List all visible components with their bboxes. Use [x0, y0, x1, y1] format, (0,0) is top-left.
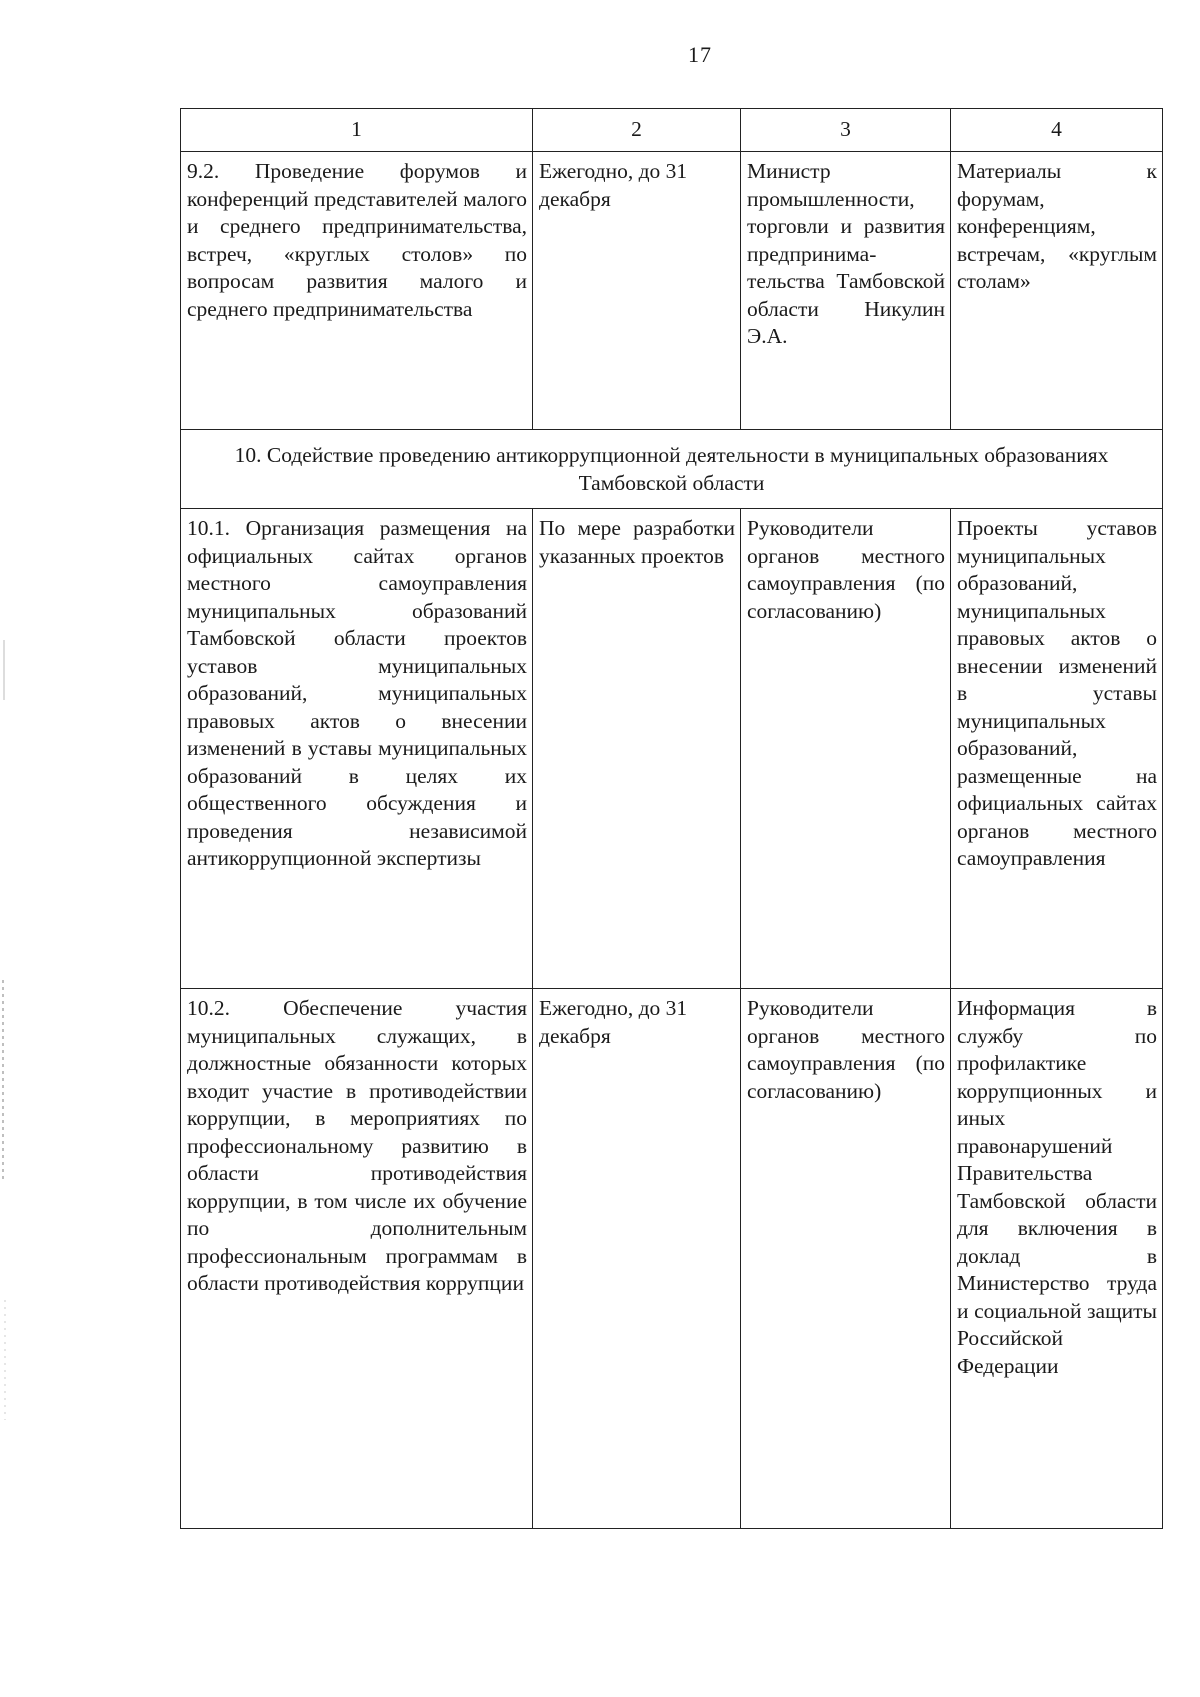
column-header-3: 3 — [741, 109, 951, 152]
result-cell: Материалы к форумам, конференциям, встречам, «круглым столам» — [951, 152, 1163, 430]
column-header-1: 1 — [181, 109, 533, 152]
result-cell: Информация в службу по профилактике коррупционных и иных правонарушений Правительства Тамбовской области для включения в доклад в Министерство труда и социальной защиты Российской Федерации — [951, 989, 1163, 1529]
plan-table — [180, 108, 1163, 1529]
responsible-cell: Министр промышленности, торговли и развития предпринима-тельства Тамбовской области Никулин Э.А. — [741, 152, 951, 430]
scan-edge-marks — [0, 0, 8, 1697]
responsible-cell: Руководители органов местного самоуправления (по согласованию) — [741, 509, 951, 989]
section-row-10 — [181, 430, 1163, 509]
deadline-cell: Ежегодно, до 31 декабря — [533, 152, 741, 430]
column-header-2: 2 — [533, 109, 741, 152]
activity-cell: 9.2. Проведение форумов и конференций представителей малого и среднего предпринимательства, встреч, «круглых столов» по вопросам развития малого и среднего предпринимательства — [181, 152, 533, 430]
deadline-cell: По мере разработки указанных проектов — [533, 509, 741, 989]
deadline-cell: Ежегодно, до 31 декабря — [533, 989, 741, 1529]
page-number: 17 — [688, 42, 712, 67]
table-row-9-2 — [181, 152, 1163, 430]
section-title: 10. Содействие проведению антикоррупционной деятельности в муниципальных образованиях Тамбовской области — [181, 430, 1163, 509]
table-row-10-2 — [181, 989, 1163, 1529]
column-header-4: 4 — [951, 109, 1163, 152]
activity-cell: 10.1. Организация размещения на официальных сайтах органов местного самоуправления муниципальных образований Тамбовской области проектов уставов муниципальных образований, муниципальных правовых актов о внесении изменений в уставы муниципальных образований в целях их общественного обсуждения и проведения независимой антикоррупционной экспертизы — [181, 509, 533, 989]
activity-cell: 10.2. Обеспечение участия муниципальных служащих, в должностные обязанности которых входит участие в противодействии коррупции, в мероприятиях по профессиональному развитию в области противодействия коррупции, в том числе их обучение по дополнительным профессиональным программам в области противодействия коррупции — [181, 989, 533, 1529]
responsible-cell: Руководители органов местного самоуправления (по согласованию) — [741, 989, 951, 1529]
table-row-10-1 — [181, 509, 1163, 989]
result-cell: Проекты уставов муниципальных образований, муниципальных правовых актов о внесении изменений в уставы муниципальных образований, размещенные на официальных сайтах органов местного самоуправления — [951, 509, 1163, 989]
table-header-row — [181, 109, 1163, 152]
